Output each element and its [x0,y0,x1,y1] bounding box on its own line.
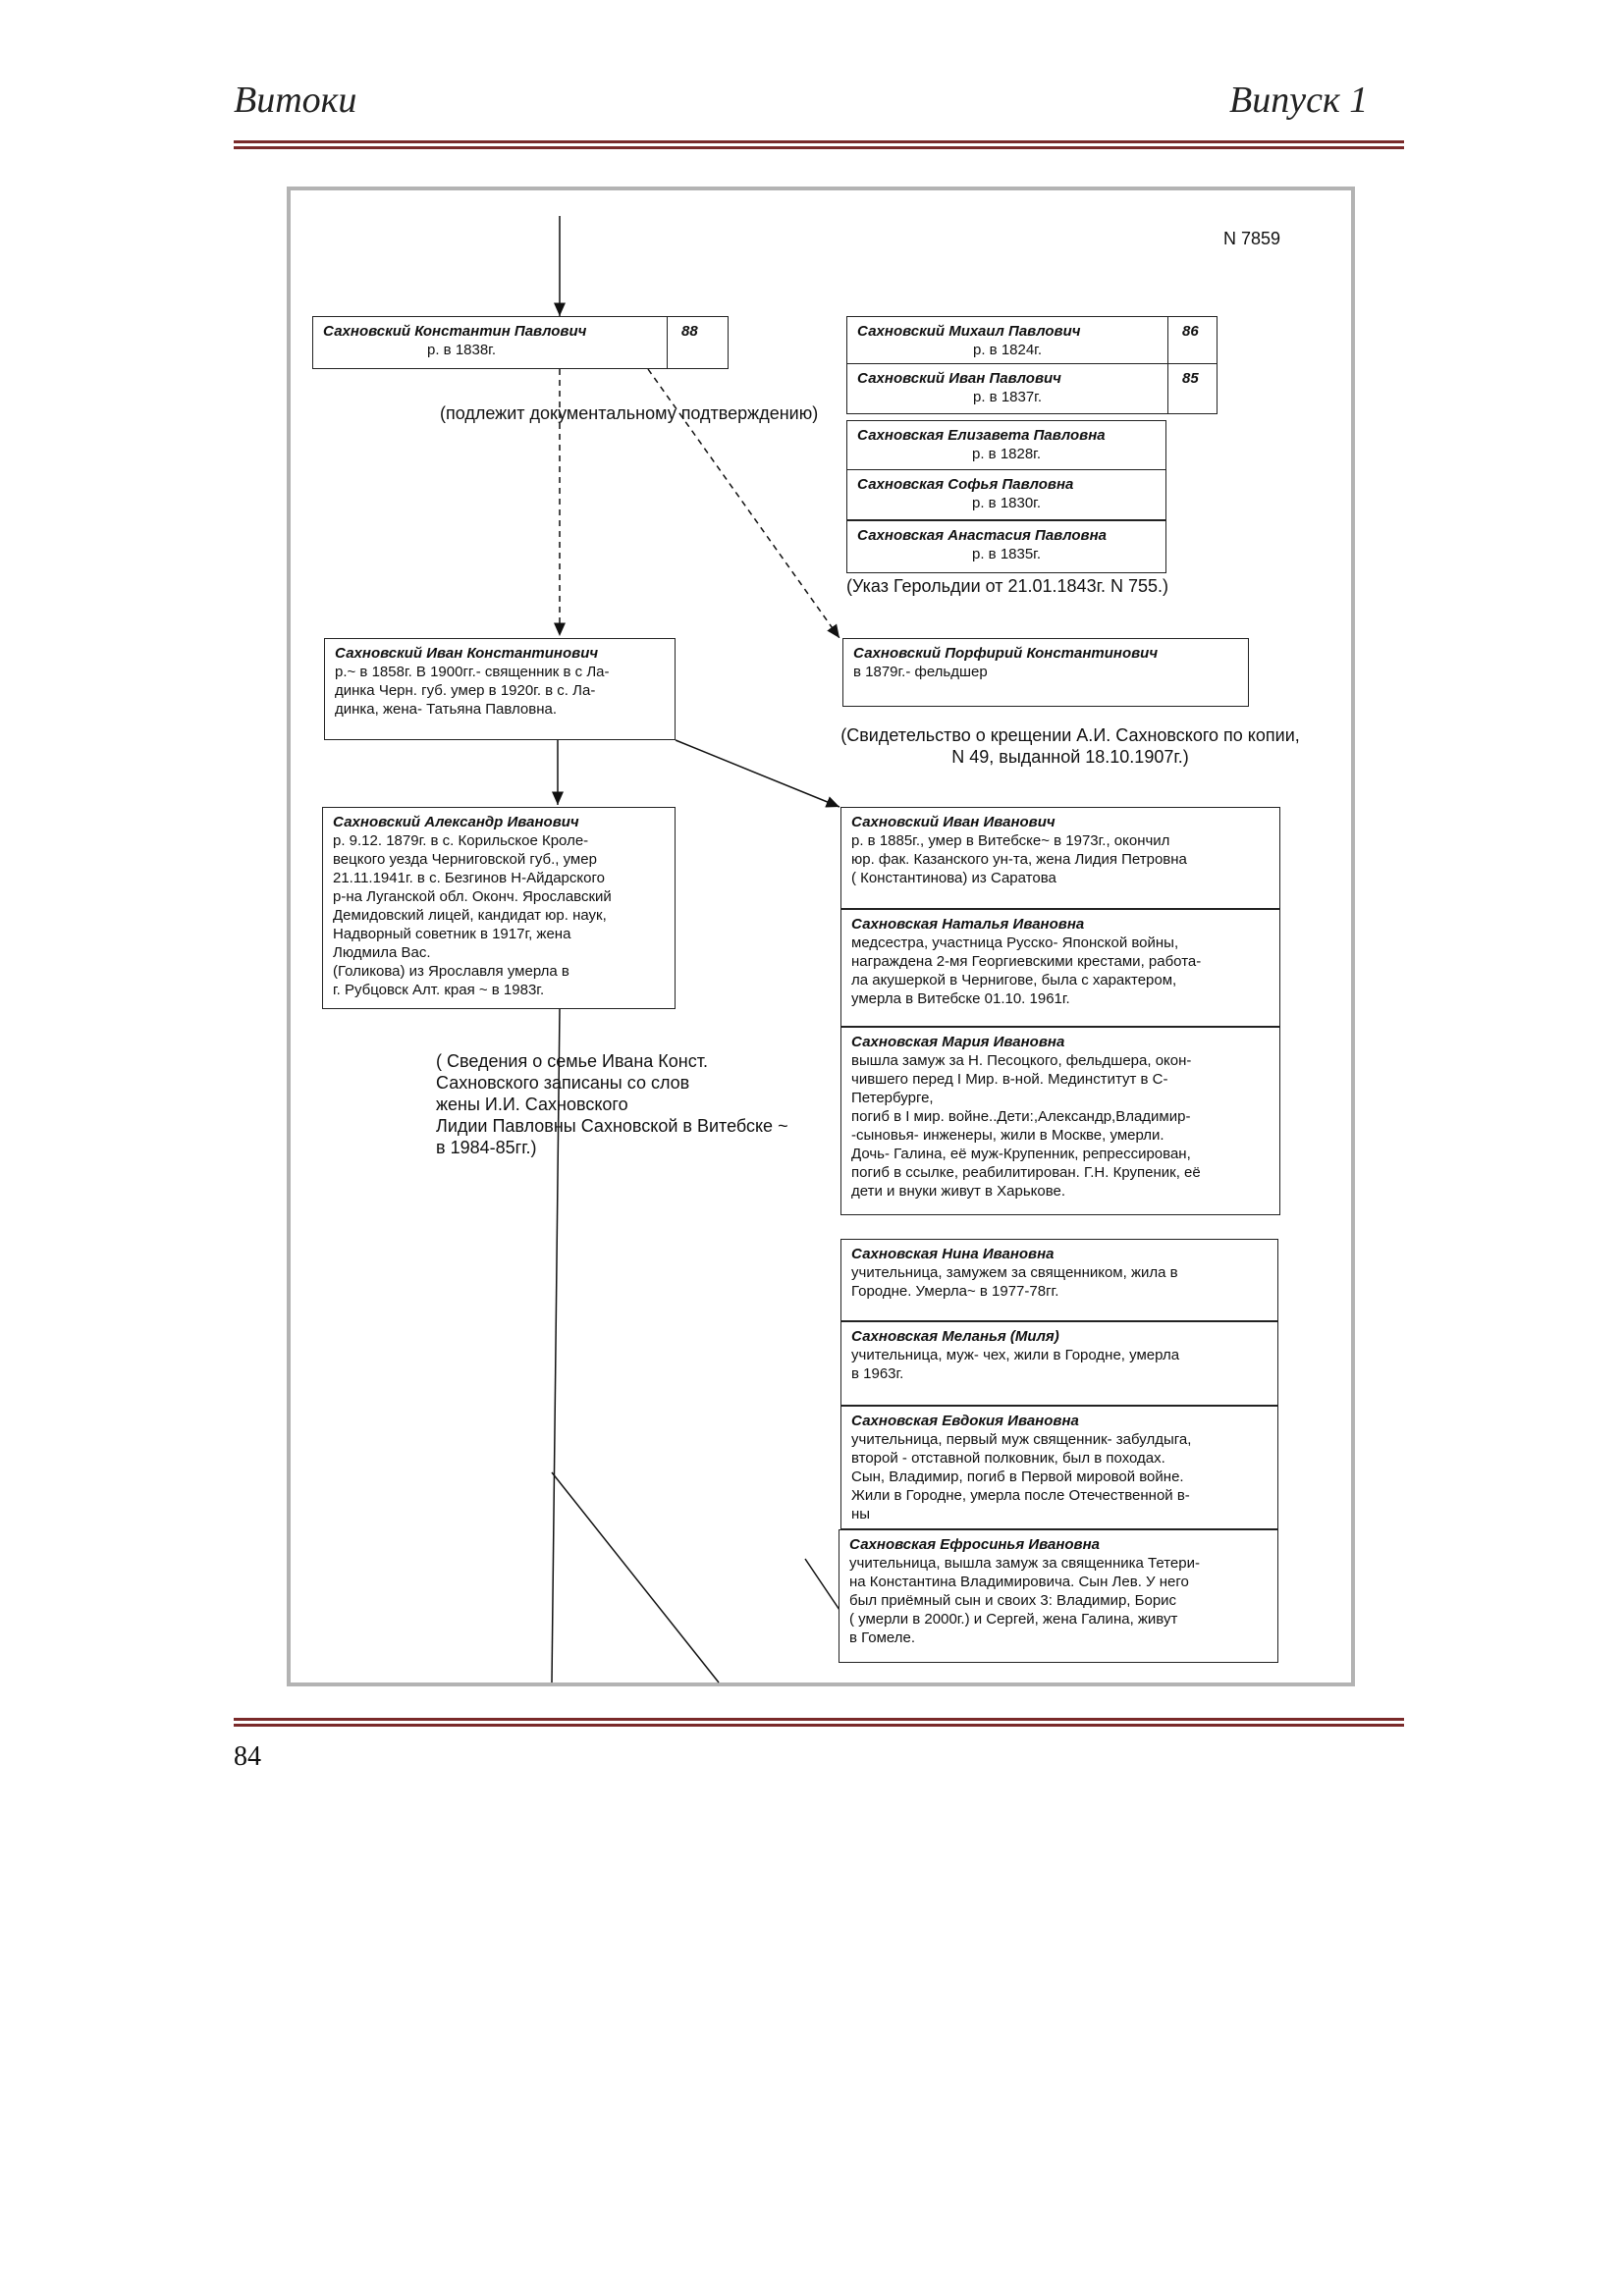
box-konstantin [312,316,729,369]
person-details: в 1879г.- фельдшер [853,664,988,680]
box-mikhail [846,316,1218,365]
person-details: учительница, первый муж священник- забулдыга, второй - отставной полковник, был в походах. Сын, Владимир, погиб в Первой мировой войне. Жили в Городне, умерла после Отечественной в- ны [851,1431,1192,1522]
person-name: Сахновская Евдокия Ивановна [851,1413,1079,1429]
person-details: р. в 1828г. [972,446,1041,462]
person-name: Сахновская Мария Ивановна [851,1034,1065,1050]
person-name: Сахновский Иван Константинович [335,645,599,662]
person-details: р. в 1835г. [972,546,1041,562]
box-evdokia [840,1406,1278,1529]
record-number: 86 [1167,317,1217,364]
person-details: учительница, замужем за священником, жила в Городне. Умерла~ в 1977-78гг. [851,1264,1178,1300]
person-details: р. в 1885г., умер в Витебске~ в 1973г., окончил юр. фак. Казанского ун-та, жена Лидия Петровна ( Константинова) из Саратова [851,832,1187,886]
box-ivan-k [324,638,676,740]
note-family: ( Сведения о семье Ивана Конст. Сахновского записаны со слов жены И.И. Сахновского Лидии Павловны Сахновской в Витебске ~ в 1984-85гг.) [436,1051,788,1157]
box-anastasia [846,520,1166,573]
record-number: 88 [667,317,728,368]
note-confirmation: (подлежит документальному подтверждению) [440,403,819,423]
person-name: Сахновская Анастасия Павловна [857,527,1107,544]
note-ukaz: (Указ Герольдии от 21.01.1843г. N 755.) [846,576,1168,596]
person-details: вышла замуж за Н. Песоцкого, фельдшера, окон- чившего перед I Мир. в-ной. Мединститут в С- Петербурге, погиб в I мир. войне..Дети:,Александр,Владимир- -сыновья- инженеры, жили в Москве, умерли. Дочь- Галина, её муж-Крупенник, репрессирован, погиб в ссылке, реабилитирован. Г.Н. Крупеник, её дети и внуки живут в Харькове. [851,1052,1201,1200]
page-number: 84 [234,1741,261,1772]
box-sofya [846,469,1166,520]
person-name: Сахновская Софья Павловна [857,476,1074,493]
person-details: р. в 1838г. [427,342,496,358]
person-name: Сахновская Меланья (Миля) [851,1328,1059,1345]
box-ivan-i [840,807,1280,909]
box-alexandr [322,807,676,1009]
box-melanya [840,1321,1278,1406]
person-details: медсестра, участница Русско- Японской войны, награждена 2-мя Георгиевскими крестами, работа- ла акушеркой в Чернигове, была с характером, умерла в Витебске 01.10. 1961г. [851,934,1202,1007]
short-diagonal-line [805,1559,839,1610]
footer-rule-bottom [234,1724,1404,1727]
issue-title: Випуск 1 [1229,80,1369,121]
journal-title: Витоки [234,80,357,121]
record-number: 85 [1167,364,1217,413]
person-name: Сахновский Иван Павлович [857,370,1061,387]
person-details: р.~ в 1858г. В 1900гг.- священник в с Ла- динка Черн. губ. умер в 1920г. в с. Ла- динка, жена- Татьяна Павловна. [335,664,610,718]
box-natalya [840,909,1280,1027]
person-name: Сахновская Елизавета Павловна [857,427,1106,444]
person-name: Сахновская Нина Ивановна [851,1246,1055,1262]
box-porfiry [842,638,1249,707]
person-details: р. в 1830г. [972,495,1041,511]
diagonal-line [552,1472,719,1682]
document-number: N 7859 [1223,229,1281,248]
person-details: учительница, муж- чех, жили в Городне, умерла в 1963г. [851,1347,1180,1382]
person-name: Сахновский Михаил Павлович [857,323,1081,340]
box-efrosinya [839,1529,1278,1663]
box-maria [840,1027,1280,1215]
person-details: учительница, вышла замуж за священника Тетери- на Константина Владимировича. Сын Лев. У него был приёмный сын и своих 3: Владимир, Борис ( умерли в 2000г.) и Сергей, жена Галина, живут в Гомеле. [849,1555,1200,1646]
box-elizaveta [846,420,1166,471]
person-name: Сахновский Константин Павлович [323,323,587,340]
person-name: Сахновская Ефросинья Ивановна [849,1536,1101,1553]
box-ivan-p [846,363,1218,414]
person-name: Сахновский Александр Иванович [333,814,579,830]
person-details: р. в 1837г. [973,389,1042,405]
person-name: Сахновская Наталья Ивановна [851,916,1085,933]
footer-rule-top [234,1718,1404,1721]
box-nina [840,1239,1278,1321]
person-details: р. 9.12. 1879г. в с. Корильское Кроле- вецкого уезда Черниговской губ., умер 21.11.1941г. в с. Безгинов Н-Айдарского р-на Луганской обл. Оконч. Ярославский Демидовский лицей, кандидат юр. наук, Надворный советник в 1917г, жена Людмила Вас. (Голикова) из Ярославля умерла в г. Рубцовск Алт. края ~ в 1983г. [333,832,612,998]
person-name: Сахновский Порфирий Константинович [853,645,1159,662]
note-baptism: (Свидетельство о крещении А.И. Сахновского по копии, N 49, выданной 18.10.1907г.) [840,725,1300,767]
person-name: Сахновский Иван Иванович [851,814,1056,830]
person-details: р. в 1824г. [973,342,1042,358]
